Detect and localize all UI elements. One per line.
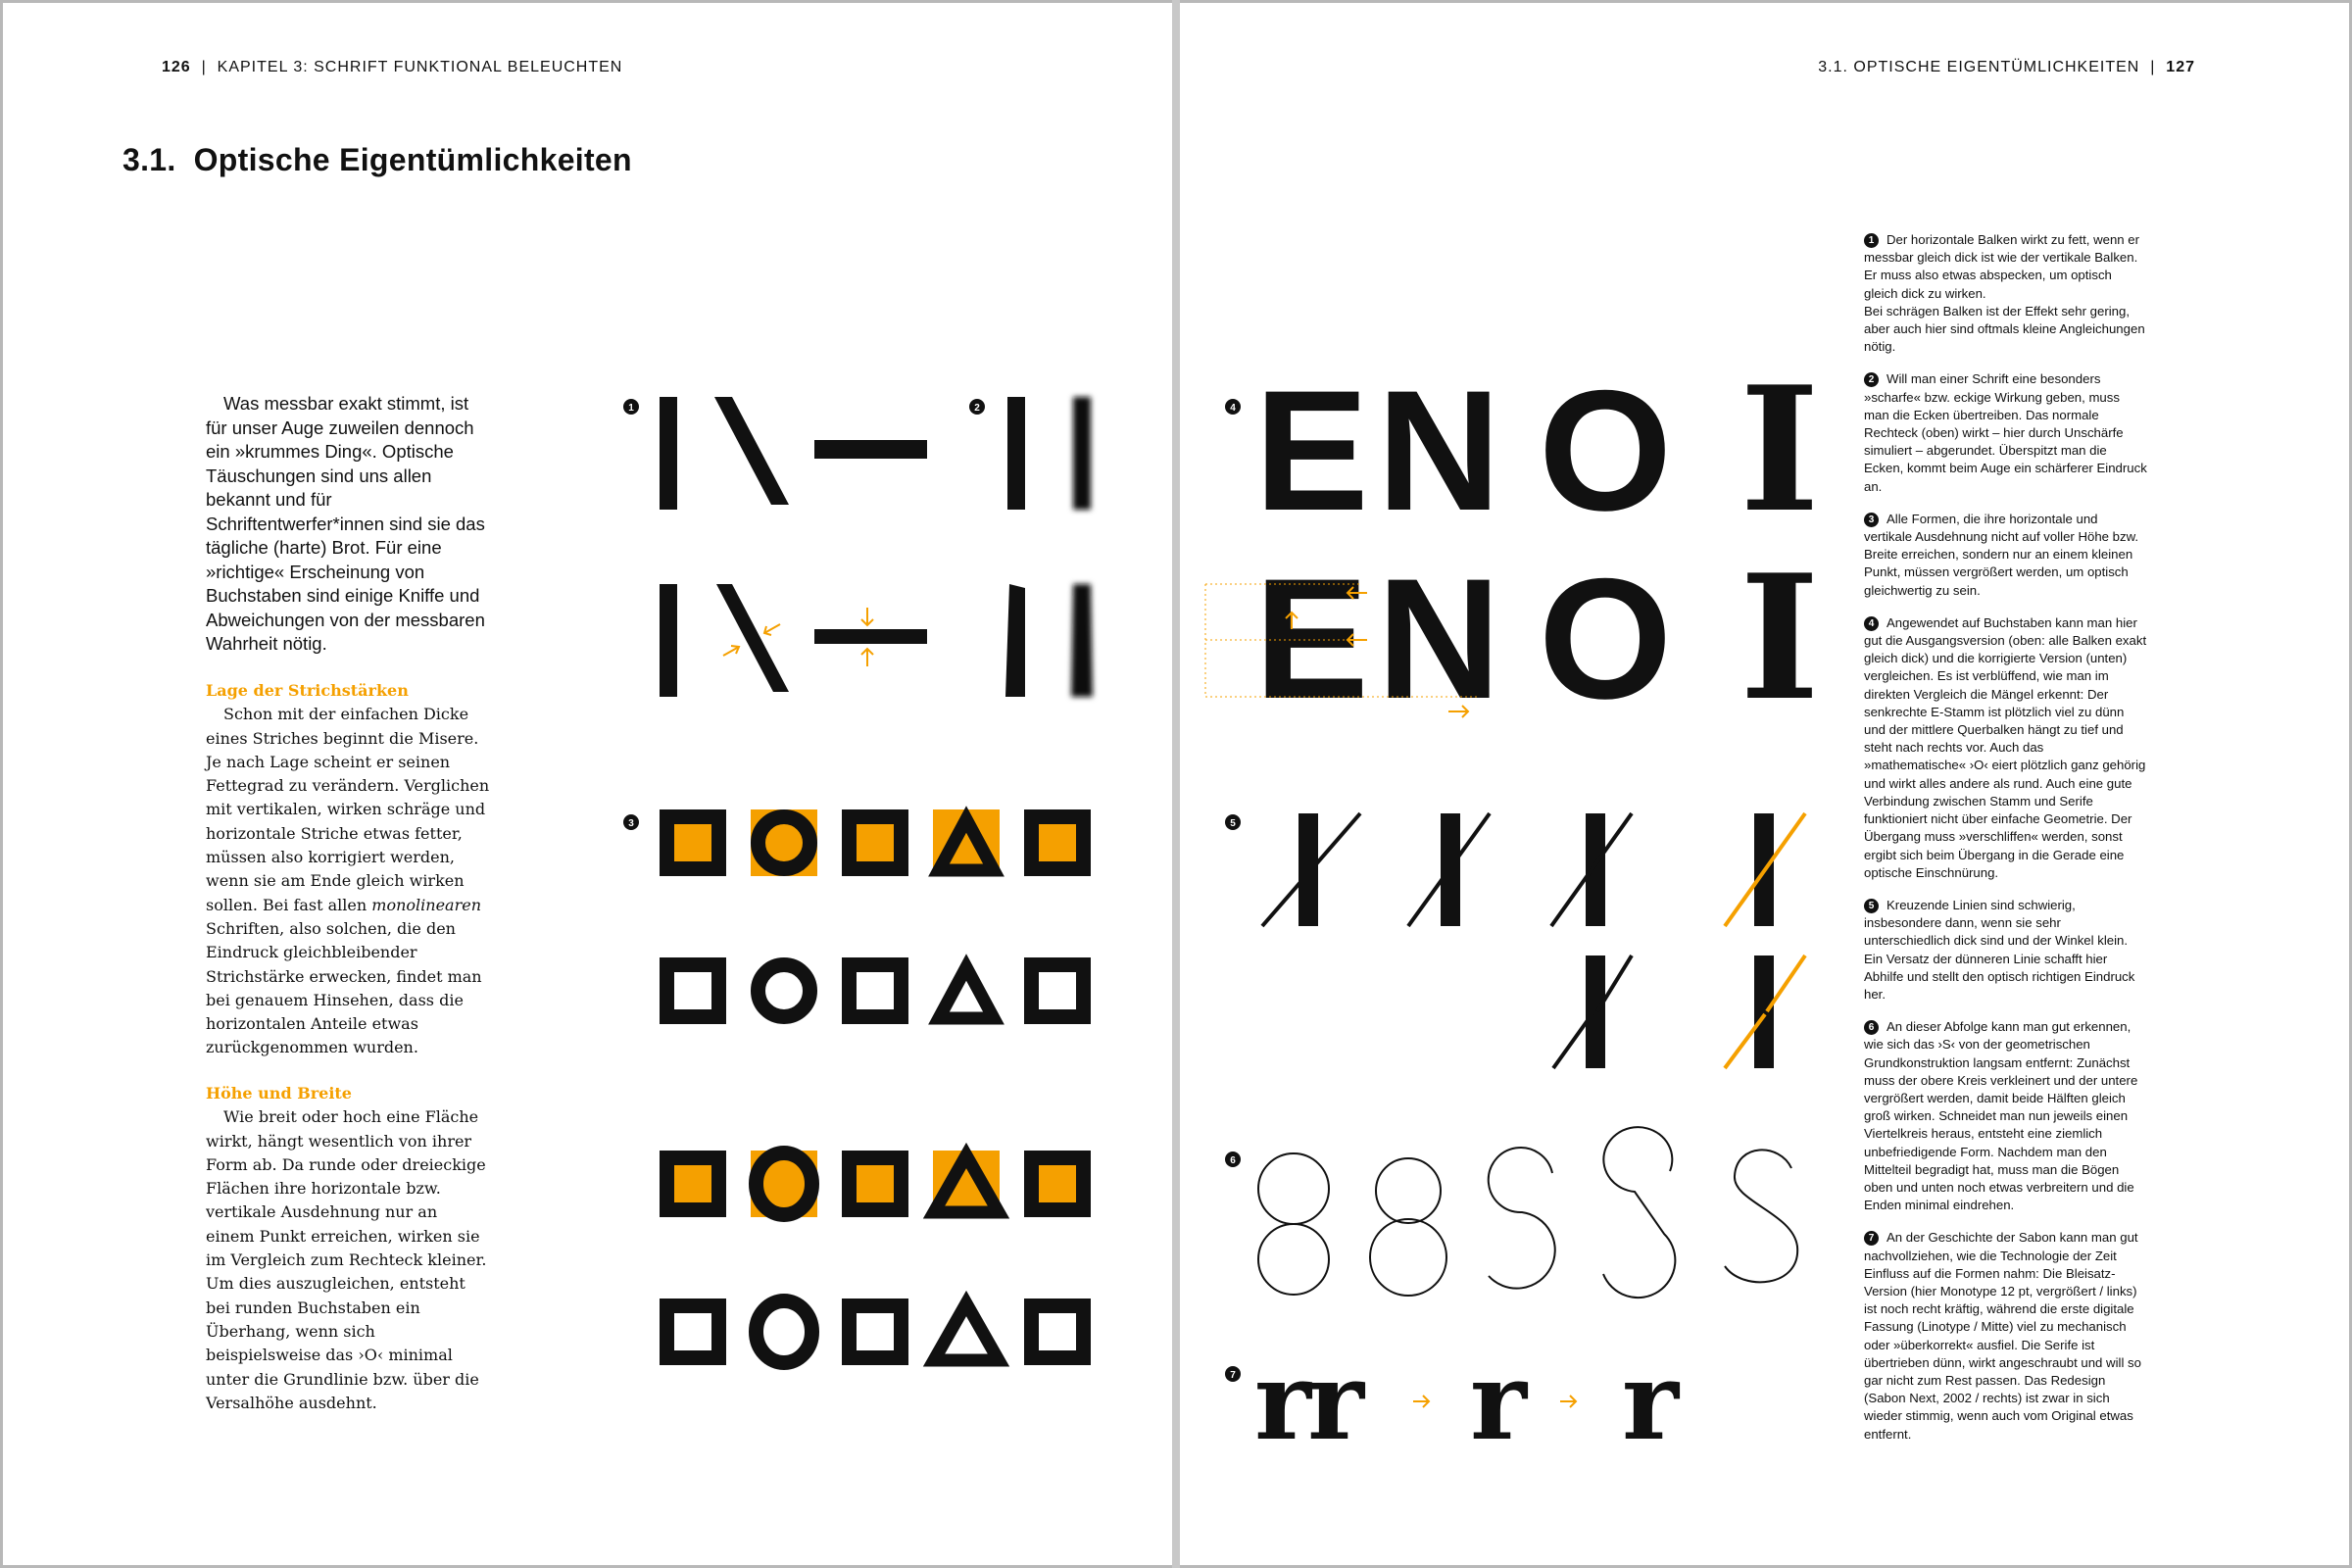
arrow-icon bbox=[1560, 1396, 1576, 1407]
figure-markers bbox=[623, 399, 1241, 1382]
figure-s-construction bbox=[1258, 1127, 1797, 1298]
figure-marker-3 bbox=[623, 814, 639, 830]
svg-text:1: 1 bbox=[628, 403, 634, 414]
r-sabon-next: r bbox=[1622, 1338, 1679, 1464]
svg-text:4: 4 bbox=[1230, 403, 1236, 414]
blurred-stem bbox=[1073, 397, 1091, 510]
arrow-icon bbox=[1413, 1396, 1429, 1407]
section-number: 3.1. bbox=[122, 142, 176, 177]
note-text: Kreuzende Linien sind schwierig, insbesondere dann, wenn sie sehr unterschiedlich dick sind und der Winkel klein. Ein Versatz der dünneren Linie schafft hier Abhilfe und stellt den optisch richtigen Eindruck her. bbox=[1864, 897, 2135, 1002]
svg-text:7: 7 bbox=[1230, 1370, 1236, 1381]
figure-marker-7 bbox=[1225, 1366, 1241, 1382]
note-number-badge: 5 bbox=[1864, 899, 1879, 913]
note-number-badge: 6 bbox=[1864, 1020, 1879, 1035]
square-shape bbox=[1032, 965, 1084, 1017]
side-notes bbox=[1864, 231, 2148, 1458]
r-linotype: r bbox=[1470, 1338, 1527, 1464]
digit-eight-geometric bbox=[1258, 1153, 1329, 1295]
letter-e-corrected: E bbox=[1254, 544, 1369, 735]
horizontal-stroke bbox=[814, 440, 927, 459]
section-heading-height-width: Höhe und Breite bbox=[206, 1084, 352, 1102]
pointed-stem bbox=[1005, 584, 1025, 697]
s-shape-1 bbox=[1489, 1148, 1555, 1289]
note-text: Will man einer Schrift eine besonders »scharfe« bzw. eckige Wirkung geben, muss man die Ecken übertreiben. Das normale Rechteck (oben) wirkt – hier durch Unschärfe simuliert – abgerundet. Überspitzt man die Ecken, kommt beim Auge ein schärferer Eindruck an. bbox=[1864, 371, 2147, 494]
note-text: An der Geschichte der Sabon kann man gut nachvollziehen, wie die Technologie der Zeit Einfluss auf die Formen nahm: Die Bleisatz-Version (hier Monotype 12 pt, vergrößert / links) ist noch recht kräftig, während die erste digitale Fassung (Linotype / Mitte) viel zu mechanisch oder »überkorrekt« ausfiel. Die Serife ist übertrieben dünn, wirkt angeschraubt und will so gar nicht zum Rest passen. Das Redesign (Sabon Next, 2002 / rechts) ist zwar in sich wieder stimmig, wenn auch vom Original etwas entfernt. bbox=[1864, 1230, 2141, 1442]
figure-sharp-corners bbox=[1005, 397, 1093, 697]
vertical-stroke bbox=[660, 397, 677, 510]
side-note bbox=[1864, 511, 2148, 600]
letter-i: I bbox=[1740, 350, 1820, 551]
note-text: Der horizontale Balken wirkt zu fett, wenn er messbar gleich dick ist wie der vertikale Balken. Er muss also etwas abspecken, um optisch gleich dick zu wirken. bbox=[1864, 232, 2140, 301]
square-shape bbox=[667, 1306, 719, 1358]
triangle-shape bbox=[934, 1303, 999, 1360]
svg-text:3: 3 bbox=[628, 818, 634, 829]
figure-marker-4 bbox=[1225, 399, 1241, 415]
section-title: Optische Eigentümlichkeiten bbox=[193, 142, 632, 177]
square-shape bbox=[667, 965, 719, 1017]
right-running-head: 3.1. OPTISCHE EIGENTÜMLICHKEITEN | 127 bbox=[1818, 59, 2195, 75]
right-page-number: 127 bbox=[2166, 59, 2195, 75]
r-letterpress: rr bbox=[1254, 1338, 1360, 1464]
svg-text:6: 6 bbox=[1230, 1155, 1236, 1166]
intro-paragraph: Was messbar exakt stimmt, ist für unser Auge zuweilen dennoch ein »krummes Ding«. Optische Täuschungen sind uns allen bekannt und für Schriftentwerfer*innen sind sie das tägliche (harte) Brot. Für eine »richtige« Erscheinung von Buchstaben sind einige Kniffe und Abweichungen von der messbaren Wahrheit nötig. bbox=[206, 393, 485, 654]
diagonal-stroke bbox=[714, 397, 789, 505]
diagonal-stroke-corrected bbox=[716, 584, 789, 692]
figure-letters-eno bbox=[1205, 350, 1820, 739]
section-body-stroke-weights: Schon mit der einfachen Dicke eines Striches beginnt die Misere. Je nach Lage scheint er seinen Fettegrad zu verändern. Verglichen mit vertikalen, wirken schräge und horizontale Striche etwas fetter, müssen also korrigiert werden, wenn sie am Ende gleich wirken sollen. Bei fast allen monolinearen Schriften, also solchen, die den Eindruck gleichbleibender Strichstärke erwecken, findet man bei genauem Hinsehen, dass die horizontalen Anteile etwas zurückgenommen wurden. bbox=[206, 705, 490, 1057]
square-shape bbox=[1032, 1306, 1084, 1358]
letter-i-corrected: I bbox=[1740, 538, 1820, 739]
note-number-badge: 3 bbox=[1864, 513, 1879, 527]
horizontal-stroke-corrected bbox=[814, 629, 927, 644]
note-number-badge: 7 bbox=[1864, 1231, 1879, 1246]
square-shape bbox=[850, 1306, 902, 1358]
letter-o: O bbox=[1539, 356, 1673, 547]
section-body-height-width: Wie breit oder hoch eine Fläche wirkt, hängt wesentlich von ihrer Form ab. Da runde oder dreieckige Flächen ihre horizontale bzw. vertikale Ausdehnung nur an einem Punkt erreichen, wirken sie im Vergleich zum Rechteck kleiner. Um dies auszugleichen, entsteht bei runden Buchstaben ein Überhang, wenn sich beispielsweise das ›O‹ minimal unter die Grundlinie bzw. über die Versalhöhe ausdehnt. bbox=[206, 1107, 487, 1412]
note-text: An dieser Abfolge kann man gut erkennen, wie sich das ›S‹ von der geometrischen Grundkonstruktion langsam entfernt: Zunächst muss der obere Kreis verkleinert und der untere vergrößert werden, damit beide Hälften gleich groß wirken. Schneidet man nun jeweils einen Viertelkreis heraus, entsteht eine ziemlich unbefriedigende Form. Nachdem man den Mittelteil begradigt hat, muss man die Bögen oben und unten noch etwas verbreitern und die Enden minimal eindrehen. bbox=[1864, 1019, 2138, 1213]
left-running-head: 126 | KAPITEL 3: SCHRIFT FUNKTIONAL BELEUCHTEN bbox=[162, 59, 623, 75]
side-note bbox=[1864, 897, 2148, 1004]
letter-e: E bbox=[1254, 356, 1369, 547]
svg-text:5: 5 bbox=[1230, 818, 1236, 829]
s-shape-3 bbox=[1725, 1150, 1797, 1282]
note-text: Angewendet auf Buchstaben kann man hier gut die Ausgangsversion (oben: alle Balken exakt gleich dick) und die korrigierte Version (unten) vergleichen. Es ist verblüffend, wie man im direkten Vergleich die Mängel erkennt: Der senkrechte E-Stamm ist plötzlich viel zu dünn und der mittlere Querbalken hängt zu tief und steht nach rechts vor. Auch das »mathematische« ›O‹ eiert plötzlich ganz gehörig und wirkt alles andere als rund. Auch eine gute Verbindung zwischen Stamm und Serife funktioniert nicht über einfache Geometrie. Der Übergang muss »verschliffen« werden, sonst ergibt sich beim Übergang in die Gerade eine optische Einschnürung. bbox=[1864, 614, 2147, 880]
svg-text:2: 2 bbox=[974, 403, 980, 414]
s-shape-2 bbox=[1603, 1127, 1675, 1298]
circle-shape bbox=[757, 1301, 812, 1363]
side-note bbox=[1864, 231, 2148, 356]
side-note bbox=[1864, 1018, 2148, 1214]
note-number-badge: 4 bbox=[1864, 616, 1879, 631]
letter-n: N bbox=[1377, 356, 1501, 547]
left-page-number: 126 bbox=[162, 59, 191, 75]
note-text: Alle Formen, die ihre horizontale und vertikale Ausdehnung nicht auf voller Höhe bzw. Breite erreichen, sondern nur an einem kleinen Punkt, müssen vergrößert werden, um optisch gleichwertig zu sein. bbox=[1864, 511, 2139, 598]
left-running-title: KAPITEL 3: SCHRIFT FUNKTIONAL BELEUCHTEN bbox=[217, 59, 623, 75]
figure-stroke-weights bbox=[660, 397, 927, 697]
emphasis-term: monolinearen bbox=[371, 895, 481, 914]
section-heading-stroke-weights: Lage der Strichstärken bbox=[206, 681, 409, 700]
figure-marker-1 bbox=[623, 399, 639, 415]
triangle-shape bbox=[939, 967, 994, 1018]
letter-o-corrected: O bbox=[1539, 544, 1673, 735]
figure-marker-6 bbox=[1225, 1152, 1241, 1167]
note-text-continued: Bei schrägen Balken ist der Effekt sehr gering, aber auch hier sind oftmals kleine Angleichungen nötig. bbox=[1864, 303, 2145, 355]
side-note bbox=[1864, 370, 2148, 495]
square-shape bbox=[850, 965, 902, 1017]
figure-shapes bbox=[660, 809, 1091, 1363]
note-number-badge: 2 bbox=[1864, 372, 1879, 387]
side-note bbox=[1864, 614, 2148, 882]
note-number-badge: 1 bbox=[1864, 233, 1879, 248]
figure-marker-5 bbox=[1225, 814, 1241, 830]
circle-shape bbox=[759, 965, 810, 1017]
sharp-stem bbox=[1007, 397, 1025, 510]
figure-crossing-lines bbox=[1262, 813, 1805, 1068]
blurred-pointed-stem bbox=[1071, 584, 1093, 697]
vertical-stroke-corrected bbox=[660, 584, 677, 697]
right-running-title: 3.1. OPTISCHE EIGENTÜMLICHKEITEN bbox=[1818, 59, 2140, 75]
figure-sabon-r bbox=[1254, 1338, 1681, 1464]
digit-eight-adjusted bbox=[1370, 1158, 1446, 1296]
figure-marker-2 bbox=[969, 399, 985, 415]
letter-n-corrected: N bbox=[1377, 544, 1501, 735]
side-note bbox=[1864, 1229, 2148, 1443]
